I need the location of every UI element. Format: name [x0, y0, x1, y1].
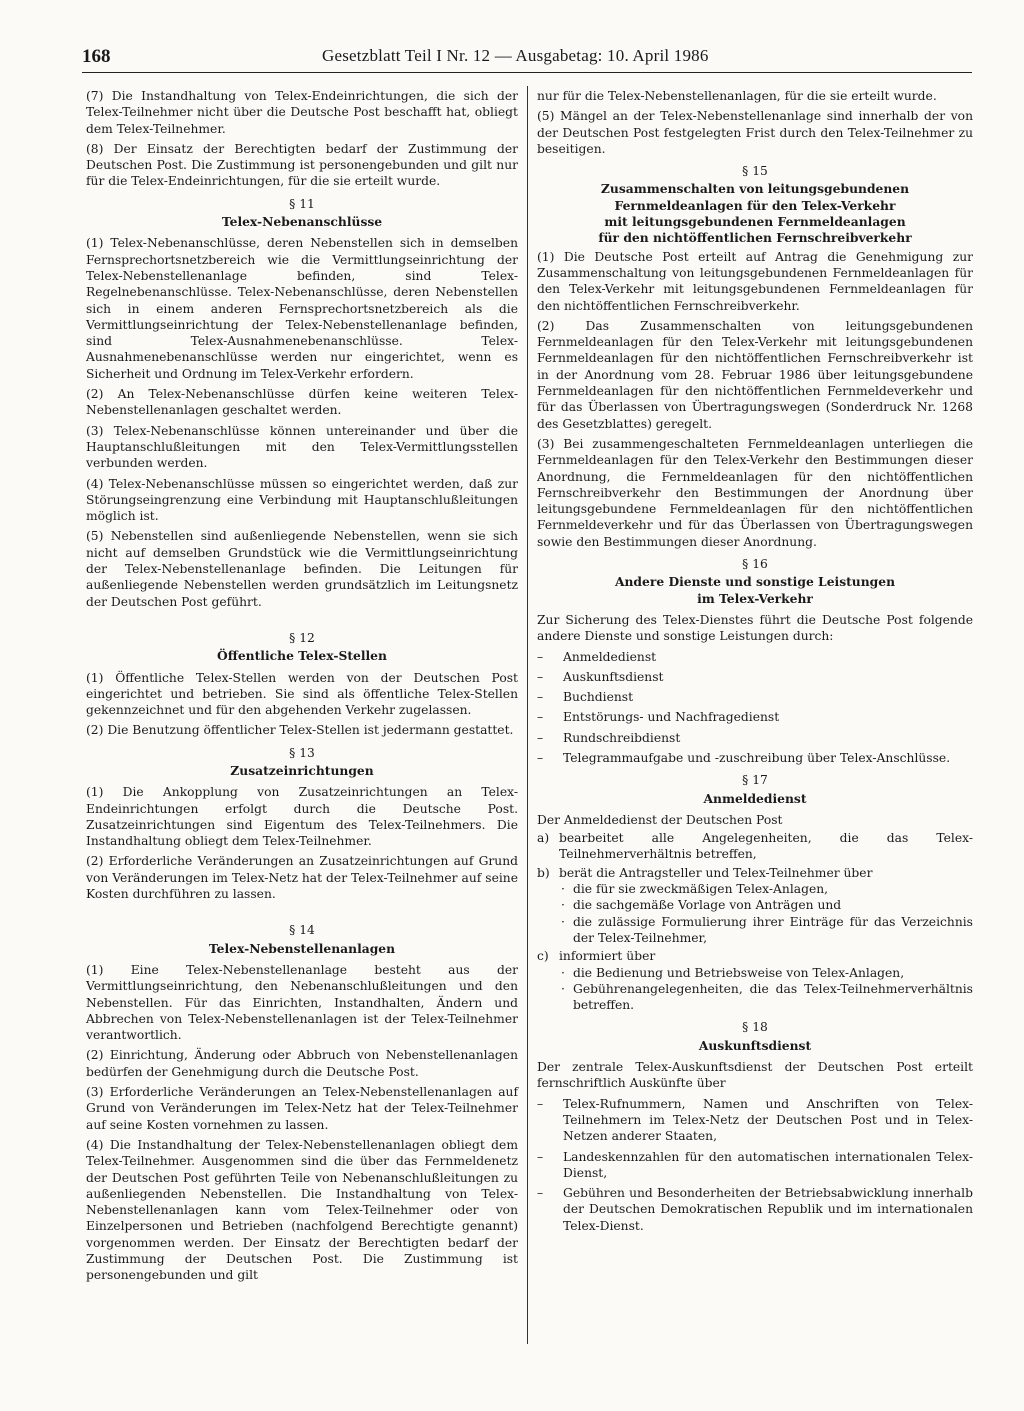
sub-list: [559, 881, 973, 946]
service-list: [537, 649, 973, 767]
header-title: Gesetzblatt Teil I Nr. 12 — Ausgabetag: 10. April 1986: [322, 46, 709, 65]
paragraph: (1) Telex-Nebenanschlüsse, deren Nebenstellen sich in demselben Fernsprechortsnetzbereich wie die Vermittlungseinrichtung der Telex-Nebenstellenanlage befinden, sind Telex-Regelnebenanschlüsse. Telex-Nebenanschlüsse, deren Nebenstellen sich in einem anderen Fernsprechortsnetzbereich als die Vermittlungseinrichtung der Telex-Nebenstellenanlage befinden, sind Telex-Ausnahmenebenanschlüsse. Telex-Ausnahmenebenanschlüsse werden nur eingerichtet, wenn es Sicherheit und Ordnung im Telex-Verkehr erfordern.: [86, 236, 518, 381]
paragraph: (1) Öffentliche Telex-Stellen werden von der Deutschen Post eingerichtet und betrieben. Sie sind als öffentliche Telex-Stellen gekennzeichnet und für den abgehenden Verkehr zugelassen.: [86, 670, 518, 718]
paragraph: (2) Erforderliche Veränderungen an Zusatzeinrichtungen auf Grund von Veränderungen im Telex-Netz hat der Telex-Teilnehmer auf seine Kosten durchführen zu lassen.: [86, 854, 518, 902]
list-item-text: berät die Antragsteller und Telex-Teilnehmer über: [559, 865, 873, 880]
list-item: – Auskunftsdienst: [537, 669, 973, 685]
page-number: 168: [82, 46, 111, 67]
list-item: – Entstörungs- und Nachfragedienst: [537, 709, 973, 725]
section-title: Öffentliche Telex-Stellen: [217, 648, 387, 664]
section-number: § 13: [289, 745, 315, 760]
paragraph: (1) Die Ankopplung von Zusatzeinrichtungen an Telex-Endeinrichtungen erfolgt durch die Deutsche Post. Zusatzeinrichtungen sind Eigentum des Telex-Teilnehmers. Die Instandhaltung obliegt dem Telex-Teilnehmer.: [86, 785, 518, 849]
section-title-line: für den nichtöffentlichen Fernschreibverkehr: [598, 230, 912, 246]
sub-list-item: · die sachgemäße Vorlage von Anträgen und: [559, 897, 973, 913]
section-title: Auskunftsdienst: [698, 1037, 812, 1053]
paragraph: (1) Eine Telex-Nebenstellenanlage besteht aus der Vermittlungseinrichtung, den Nebenanschlußleitungen und den Nebenstellen. Für das Einrichten, Instandhalten, Ändern und Abbrechen von Telex-Nebenstellenanlagen ist der Telex-Teilnehmer verantwortlich.: [86, 962, 518, 1043]
paragraph: (3) Bei zusammengeschalteten Fernmeldeanlagen unterliegen die Fernmeldeanlagen für den Telex-Verkehr den Bestimmungen dieser Anordnung, die Fernmeldeanlagen für den nichtöffentlichen Fernschreibverkehr den Bestimmungen der Anordnung über leitungsgebundene Fernmeldeanlagen für den nichtöffentlichen Fernmeldeverkehr und für das Überlassen von Übertragungswegen sowie den Bestimmungen dieser Anordnung.: [537, 436, 973, 549]
list-item: – Buchdienst: [537, 689, 973, 705]
paragraph: Der Anmeldedienst der Deutschen Post: [537, 812, 783, 827]
paragraph: (3) Telex-Nebenanschlüsse können untereinander und über die Hauptanschlußleitungen mit den Telex-Vermittlungsstellen verbunden werden.: [86, 423, 518, 471]
list-item: – Landeskennzahlen für den automatischen internationalen Telex-Dienst,: [537, 1149, 973, 1182]
section-number: § 17: [742, 773, 768, 788]
paragraph: (2) Das Zusammenschalten von leitungsgebundenen Fernmeldeanlagen für den Telex-Verkehr mit leitungsgebundenen Fernmeldeanlagen für den nichtöffentlichen Fernschreibverkehr ist in der Anordnung vom 28. Februar 1986 über leitungsgebundene Fernmeldeanlagen für den nichtöffentlichen Fernmeldeverkehr und für das Überlassen von Übertragungswegen (Sonderdruck Nr. 1268 des Gesetzblattes) geregelt.: [537, 318, 973, 431]
paragraph: (5) Mängel an der Telex-Nebenstellenanlage sind innerhalb der von der Deutschen Post festgelegten Frist durch den Telex-Teilnehmer zu beseitigen.: [537, 109, 973, 156]
section-title-line: Fernmeldeanlagen für den Telex-Verkehr: [614, 197, 896, 213]
section-number: § 16: [742, 557, 768, 572]
paragraph: Der zentrale Telex-Auskunftsdienst der Deutschen Post erteilt fernschriftlich Auskünfte über: [537, 1060, 973, 1091]
paragraph: (2) Einrichtung, Änderung oder Abbruch von Nebenstellenanlagen bedürfen der Genehmigung durch die Deutsche Post.: [86, 1048, 518, 1079]
paragraph: (1) Die Deutsche Post erteilt auf Antrag die Genehmigung zur Zusammenschaltung von leitungsgebundenen Fernmeldeanlagen für den Telex-Verkehr mit leitungsgebundenen Fernmeldeanlagen für den nichtöffentlichen Fernschreibverkehr.: [537, 249, 973, 313]
list-item: – Telex-Rufnummern, Namen und Anschriften von Telex-Teilnehmern im Telex-Netz der Deutschen Post und in Telex-Netzen anderer Staaten,: [537, 1096, 973, 1145]
sub-list: [559, 965, 973, 1014]
list-item: – Rundschreibdienst: [537, 730, 973, 746]
paragraph: (8) Der Einsatz der Berechtigten bedarf der Zustimmung der Deutschen Post. Die Zustimmung ist personengebunden und gilt nur für die Telex-Endeinrichtungen, für die sie erteilt wurde.: [86, 141, 518, 189]
list-item: [537, 865, 973, 946]
section-title: [537, 181, 973, 246]
paragraph: (4) Die Instandhaltung der Telex-Nebenstellenanlagen obliegt dem Telex-Teilnehmer. Ausgenommen sind die über das Fernmeldenetz der Deutschen Post geführten Teile von Nebenanschlußleitungen zu außenliegenden Nebenstellen. Die Instandhaltung von Telex-Nebenstellenanlagen kann vom Telex-Teilnehmer oder von Einzelpersonen und Betrieben (nachfolgend Berechtigte genannt) vorgenommen werden. Der Einsatz der Berechtigten bedarf der Zustimmung der Deutschen Post. Die Zustimmung ist personengebunden und gilt: [86, 1137, 518, 1283]
section-title: Telex-Nebenstellenanlagen: [208, 940, 396, 956]
page-header: [82, 46, 972, 73]
section-title: [537, 574, 973, 607]
section-title-line: Zusammenschalten von leitungsgebundenen: [600, 181, 910, 197]
list-item-text: bearbeitet alle Angelegenheiten, die das Telex-Teilnehmerverhältnis betreffen,: [559, 831, 973, 862]
sub-list-item: · die für sie zweckmäßigen Telex-Anlagen,: [559, 881, 973, 897]
section-number: § 18: [742, 1020, 768, 1035]
list-item: – Telegrammaufgabe und -zuschreibung über Telex-Anschlüsse.: [537, 750, 973, 766]
paragraph: (4) Telex-Nebenanschlüsse müssen so eingerichtet werden, daß zur Störungseingrenzung eine Verbindung mit Hauptanschlußleitungen möglich ist.: [86, 476, 518, 524]
section-number: § 11: [289, 196, 315, 211]
list-item: [537, 830, 973, 863]
section-title: Telex-Nebenanschlüsse: [221, 214, 383, 230]
paragraph: Zur Sicherung des Telex-Dienstes führt die Deutsche Post folgende andere Dienste und sonstige Leistungen durch:: [537, 612, 973, 644]
paragraph: (2) Die Benutzung öffentlicher Telex-Stellen ist jedermann gestattet.: [86, 723, 514, 738]
section-title: Zusatzeinrichtungen: [230, 762, 374, 778]
paragraph: (7) Die Instandhaltung von Telex-Endeinrichtungen, die sich der Telex-Teilnehmer nicht über die Deutsche Post beschafft hat, obliegt dem Telex-Teilnehmer.: [86, 89, 518, 136]
list-marker: b): [537, 865, 550, 880]
paragraph: (2) An Telex-Nebenanschlüsse dürfen keine weiteren Telex-Nebenstellenanlagen geschaltet werden.: [86, 387, 518, 418]
section-title-line: mit leitungsgebundenen Fernmeldeanlagen: [604, 214, 906, 230]
list-item-text: informiert über: [559, 949, 656, 964]
list-item: [537, 948, 973, 1013]
paragraph: (5) Nebenstellen sind außenliegende Nebenstellen, wenn sie sich nicht auf demselben Grundstück wie die Vermittlungseinrichtung der Telex-Nebenstellenanlage befinden. Die Leitungen für außenliegende Nebenstellen werden grundsätzlich im Leitungsnetz der Deutschen Post geführt.: [86, 529, 518, 609]
section-title-line: Andere Dienste und sonstige Leistungen: [614, 574, 896, 590]
info-list: [537, 1096, 973, 1234]
sub-list-item: · Gebührenangelegenheiten, die das Telex-Teilnehmerverhältnis betreffen.: [559, 981, 973, 1014]
paragraph: nur für die Telex-Nebenstellenanlagen, für die sie erteilt wurde.: [537, 89, 937, 103]
alpha-list: [537, 830, 973, 1013]
list-item: – Anmeldedienst: [537, 649, 973, 665]
section-title-line: im Telex-Verkehr: [697, 590, 813, 606]
right-column: [537, 88, 973, 1348]
paragraph: (3) Erforderliche Veränderungen an Telex-Nebenstellenanlagen auf Grund von Veränderungen im Telex-Netz hat der Telex-Teilnehmer auf seine Kosten vornehmen zu lassen.: [86, 1085, 518, 1132]
section-number: § 14: [289, 923, 315, 938]
section-number: § 12: [289, 630, 315, 645]
section-number: § 15: [742, 164, 768, 179]
list-marker: a): [537, 831, 550, 846]
list-marker: c): [537, 949, 549, 964]
list-item: – Gebühren und Besonderheiten der Betriebsabwicklung innerhalb der Deutschen Demokratischen Republik und im internationalen Telex-Dienst.: [537, 1185, 973, 1234]
sub-list-item: · die zulässige Formulierung ihrer Einträge für das Verzeichnis der Telex-Teilnehmer,: [559, 914, 973, 947]
column-divider: [527, 86, 528, 1344]
section-title: Anmeldedienst: [703, 790, 807, 806]
left-column: [86, 88, 518, 1348]
sub-list-item: · die Bedienung und Betriebsweise von Telex-Anlagen,: [559, 965, 973, 981]
